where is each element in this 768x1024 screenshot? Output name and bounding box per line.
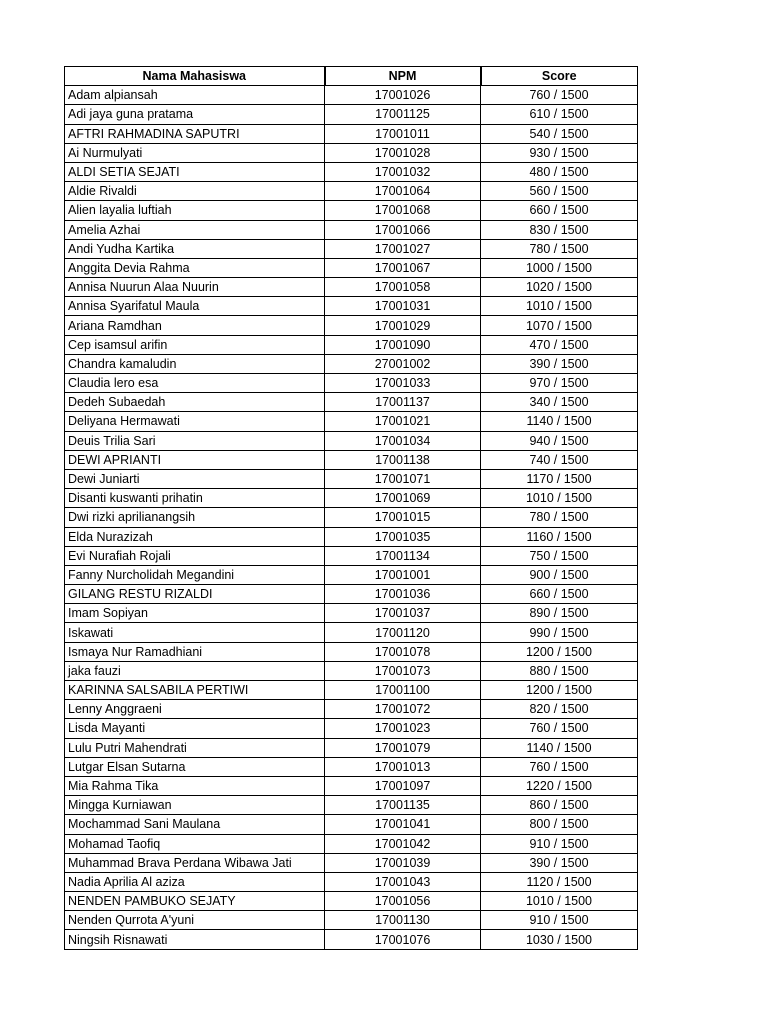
npm-cell: 17001032: [325, 162, 481, 181]
table-row: [65, 642, 638, 661]
table-row: [65, 105, 638, 124]
student-name-cell: Imam Sopiyan: [65, 604, 325, 623]
npm-cell: 17001071: [325, 469, 481, 488]
table-row: [65, 834, 638, 853]
npm-cell: 17001029: [325, 316, 481, 335]
table-row: [65, 911, 638, 930]
score-cell: 1170 / 1500: [481, 469, 638, 488]
score-cell: 1200 / 1500: [481, 681, 638, 700]
student-name-cell: Claudia lero esa: [65, 374, 325, 393]
header-row: [65, 67, 638, 86]
table-row: [65, 604, 638, 623]
student-name-cell: Lulu Putri Mahendrati: [65, 738, 325, 757]
score-cell: 1070 / 1500: [481, 316, 638, 335]
table-row: [65, 201, 638, 220]
score-cell: 800 / 1500: [481, 815, 638, 834]
student-name-cell: DEWI APRIANTI: [65, 450, 325, 469]
npm-cell: 17001078: [325, 642, 481, 661]
npm-cell: 17001056: [325, 892, 481, 911]
npm-cell: 17001067: [325, 258, 481, 277]
table-row: [65, 623, 638, 642]
npm-cell: 17001033: [325, 374, 481, 393]
table-row: [65, 220, 638, 239]
student-name-cell: GILANG RESTU RIZALDI: [65, 585, 325, 604]
table-row: [65, 930, 638, 949]
npm-cell: 17001125: [325, 105, 481, 124]
npm-cell: 17001137: [325, 393, 481, 412]
npm-cell: 17001097: [325, 776, 481, 795]
column-header-nama-mahasiswa: Nama Mahasiswa: [65, 67, 325, 86]
score-cell: 1020 / 1500: [481, 278, 638, 297]
student-name-cell: Nadia Aprilia Al aziza: [65, 872, 325, 891]
score-cell: 880 / 1500: [481, 661, 638, 680]
student-name-cell: jaka fauzi: [65, 661, 325, 680]
student-name-cell: Annisa Nuurun Alaa Nuurin: [65, 278, 325, 297]
student-name-cell: Dedeh Subaedah: [65, 393, 325, 412]
score-cell: 760 / 1500: [481, 86, 638, 105]
npm-cell: 17001034: [325, 431, 481, 450]
student-name-cell: ALDI SETIA SEJATI: [65, 162, 325, 181]
npm-cell: 17001026: [325, 86, 481, 105]
score-table: [64, 66, 638, 950]
npm-cell: 27001002: [325, 354, 481, 373]
student-name-cell: Cep isamsul arifin: [65, 335, 325, 354]
score-cell: 1160 / 1500: [481, 527, 638, 546]
score-cell: 390 / 1500: [481, 853, 638, 872]
table-row: [65, 892, 638, 911]
score-cell: 340 / 1500: [481, 393, 638, 412]
student-name-cell: Lenny Anggraeni: [65, 700, 325, 719]
score-cell: 780 / 1500: [481, 239, 638, 258]
npm-cell: 17001015: [325, 508, 481, 527]
table-row: [65, 143, 638, 162]
table-row: [65, 374, 638, 393]
score-cell: 470 / 1500: [481, 335, 638, 354]
score-cell: 610 / 1500: [481, 105, 638, 124]
score-cell: 910 / 1500: [481, 834, 638, 853]
table-row: [65, 489, 638, 508]
score-cell: 660 / 1500: [481, 201, 638, 220]
table-body: [65, 86, 638, 949]
student-name-cell: Aldie Rivaldi: [65, 182, 325, 201]
table-row: [65, 853, 638, 872]
score-cell: 930 / 1500: [481, 143, 638, 162]
table-row: [65, 393, 638, 412]
npm-cell: 17001027: [325, 239, 481, 258]
score-cell: 830 / 1500: [481, 220, 638, 239]
score-cell: 1030 / 1500: [481, 930, 638, 949]
student-name-cell: Mia Rahma Tika: [65, 776, 325, 795]
score-cell: 560 / 1500: [481, 182, 638, 201]
score-cell: 940 / 1500: [481, 431, 638, 450]
table-row: [65, 278, 638, 297]
npm-cell: 17001072: [325, 700, 481, 719]
student-name-cell: Ai Nurmulyati: [65, 143, 325, 162]
npm-cell: 17001069: [325, 489, 481, 508]
score-cell: 1140 / 1500: [481, 412, 638, 431]
student-name-cell: Muhammad Brava Perdana Wibawa Jati: [65, 853, 325, 872]
table-row: [65, 412, 638, 431]
table-row: [65, 546, 638, 565]
table-row: [65, 86, 638, 105]
npm-cell: 17001031: [325, 297, 481, 316]
student-name-cell: Ningsih Risnawati: [65, 930, 325, 949]
student-name-cell: Deuis Trilia Sari: [65, 431, 325, 450]
column-header-npm: NPM: [325, 67, 481, 86]
table-row: [65, 700, 638, 719]
score-cell: 1010 / 1500: [481, 489, 638, 508]
student-name-cell: Andi Yudha Kartika: [65, 239, 325, 258]
npm-cell: 17001011: [325, 124, 481, 143]
student-name-cell: Dwi rizki aprilianangsih: [65, 508, 325, 527]
student-name-cell: Mochammad Sani Maulana: [65, 815, 325, 834]
column-header-score: Score: [481, 67, 638, 86]
student-name-cell: Lisda Mayanti: [65, 719, 325, 738]
student-name-cell: Amelia Azhai: [65, 220, 325, 239]
table-row: [65, 162, 638, 181]
table-row: [65, 124, 638, 143]
table-row: [65, 450, 638, 469]
table-row: [65, 757, 638, 776]
score-cell: 660 / 1500: [481, 585, 638, 604]
table-header: [65, 67, 638, 86]
table-row: [65, 239, 638, 258]
table-row: [65, 585, 638, 604]
student-name-cell: Adi jaya guna pratama: [65, 105, 325, 124]
score-cell: 480 / 1500: [481, 162, 638, 181]
score-cell: 1010 / 1500: [481, 297, 638, 316]
student-name-cell: Adam alpiansah: [65, 86, 325, 105]
student-name-cell: Iskawati: [65, 623, 325, 642]
student-name-cell: Anggita Devia Rahma: [65, 258, 325, 277]
table-row: [65, 738, 638, 757]
table-row: [65, 258, 638, 277]
student-name-cell: Chandra kamaludin: [65, 354, 325, 373]
score-cell: 760 / 1500: [481, 719, 638, 738]
student-name-cell: Mingga Kurniawan: [65, 796, 325, 815]
npm-cell: 17001120: [325, 623, 481, 642]
npm-cell: 17001023: [325, 719, 481, 738]
student-name-cell: NENDEN PAMBUKO SEJATY: [65, 892, 325, 911]
score-cell: 750 / 1500: [481, 546, 638, 565]
student-name-cell: Elda Nurazizah: [65, 527, 325, 546]
npm-cell: 17001021: [325, 412, 481, 431]
score-cell: 760 / 1500: [481, 757, 638, 776]
npm-cell: 17001035: [325, 527, 481, 546]
score-cell: 1140 / 1500: [481, 738, 638, 757]
npm-cell: 17001064: [325, 182, 481, 201]
npm-cell: 17001043: [325, 872, 481, 891]
npm-cell: 17001039: [325, 853, 481, 872]
table-row: [65, 719, 638, 738]
score-cell: 390 / 1500: [481, 354, 638, 373]
student-name-cell: Deliyana Hermawati: [65, 412, 325, 431]
student-name-cell: Alien layalia luftiah: [65, 201, 325, 220]
score-cell: 540 / 1500: [481, 124, 638, 143]
table-row: [65, 565, 638, 584]
npm-cell: 17001079: [325, 738, 481, 757]
score-cell: 1000 / 1500: [481, 258, 638, 277]
student-name-cell: Dewi Juniarti: [65, 469, 325, 488]
score-cell: 1010 / 1500: [481, 892, 638, 911]
npm-cell: 17001135: [325, 796, 481, 815]
table-row: [65, 815, 638, 834]
score-cell: 990 / 1500: [481, 623, 638, 642]
npm-cell: 17001130: [325, 911, 481, 930]
score-cell: 890 / 1500: [481, 604, 638, 623]
npm-cell: 17001138: [325, 450, 481, 469]
score-cell: 740 / 1500: [481, 450, 638, 469]
npm-cell: 17001066: [325, 220, 481, 239]
npm-cell: 17001001: [325, 565, 481, 584]
score-cell: 860 / 1500: [481, 796, 638, 815]
table-row: [65, 182, 638, 201]
student-name-cell: Nenden Qurrota A'yuni: [65, 911, 325, 930]
student-name-cell: KARINNA SALSABILA PERTIWI: [65, 681, 325, 700]
score-cell: 1200 / 1500: [481, 642, 638, 661]
score-cell: 1120 / 1500: [481, 872, 638, 891]
npm-cell: 17001013: [325, 757, 481, 776]
student-name-cell: Ismaya Nur Ramadhiani: [65, 642, 325, 661]
table-row: [65, 872, 638, 891]
table-row: [65, 527, 638, 546]
npm-cell: 17001100: [325, 681, 481, 700]
npm-cell: 17001028: [325, 143, 481, 162]
table-row: [65, 776, 638, 795]
table-row: [65, 469, 638, 488]
table-row: [65, 681, 638, 700]
student-name-cell: Disanti kuswanti prihatin: [65, 489, 325, 508]
student-name-cell: AFTRI RAHMADINA SAPUTRI: [65, 124, 325, 143]
table-row: [65, 431, 638, 450]
npm-cell: 17001073: [325, 661, 481, 680]
table-row: [65, 508, 638, 527]
table-row: [65, 796, 638, 815]
student-name-cell: Mohamad Taofiq: [65, 834, 325, 853]
score-cell: 820 / 1500: [481, 700, 638, 719]
npm-cell: 17001134: [325, 546, 481, 565]
npm-cell: 17001042: [325, 834, 481, 853]
score-cell: 1220 / 1500: [481, 776, 638, 795]
score-cell: 900 / 1500: [481, 565, 638, 584]
npm-cell: 17001076: [325, 930, 481, 949]
score-cell: 780 / 1500: [481, 508, 638, 527]
score-cell: 970 / 1500: [481, 374, 638, 393]
student-name-cell: Fanny Nurcholidah Megandini: [65, 565, 325, 584]
table-row: [65, 297, 638, 316]
npm-cell: 17001068: [325, 201, 481, 220]
table-row: [65, 661, 638, 680]
npm-cell: 17001036: [325, 585, 481, 604]
npm-cell: 17001041: [325, 815, 481, 834]
table-row: [65, 354, 638, 373]
student-name-cell: Lutgar Elsan Sutarna: [65, 757, 325, 776]
npm-cell: 17001090: [325, 335, 481, 354]
npm-cell: 17001058: [325, 278, 481, 297]
table-row: [65, 335, 638, 354]
student-name-cell: Evi Nurafiah Rojali: [65, 546, 325, 565]
table-row: [65, 316, 638, 335]
score-cell: 910 / 1500: [481, 911, 638, 930]
npm-cell: 17001037: [325, 604, 481, 623]
student-name-cell: Annisa Syarifatul Maula: [65, 297, 325, 316]
student-name-cell: Ariana Ramdhan: [65, 316, 325, 335]
